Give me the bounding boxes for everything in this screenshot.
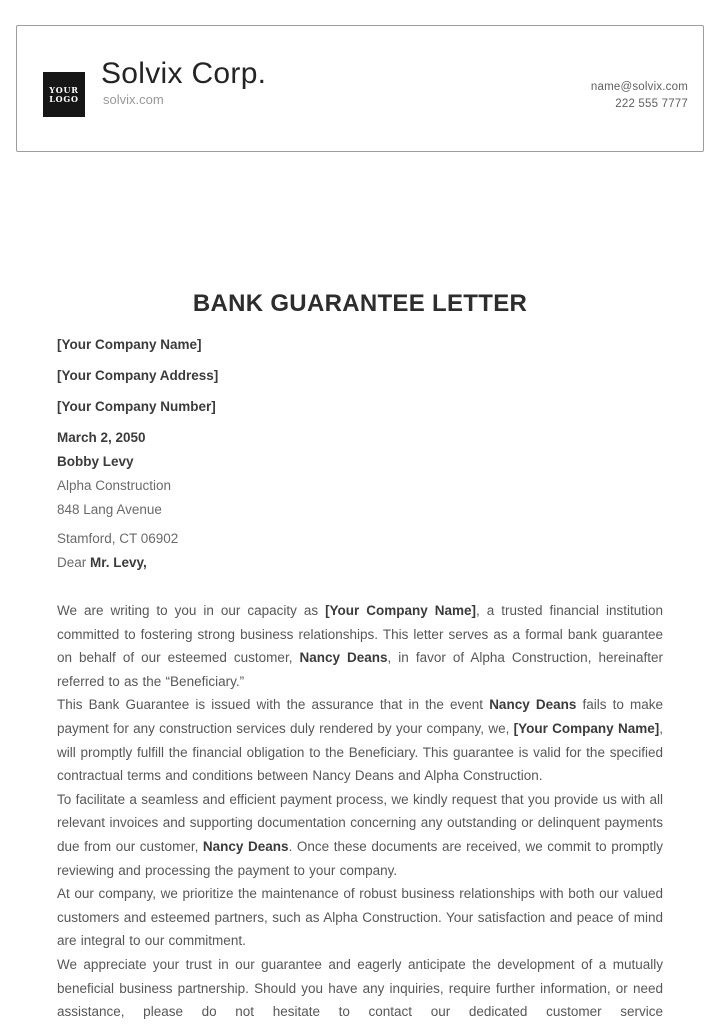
company-logo <box>43 72 85 117</box>
letter-meta-block <box>57 333 663 551</box>
letter-paragraph-4 <box>57 882 663 953</box>
company-website: solvix.com <box>103 92 164 107</box>
text-segment: [Your Company Name] <box>513 720 660 736</box>
text-segment: Nancy Deans <box>489 697 577 713</box>
meta-line: Bobby Levy <box>57 454 134 469</box>
text-segment: To facilitate a seamless and efficient payment process, we kindly request that you provide us with all relevant invoices and supporting documentation concerning any outstanding or delinquent payments due from our customer, <box>57 791 663 854</box>
letter-body <box>57 599 663 1024</box>
text-segment: , will promptly fulfill the financial obligation to the Beneficiary. This guarantee is valid for the specified contractual terms and conditions between Nancy Deans and Alpha Construction. <box>57 720 663 784</box>
brand-block <box>101 57 266 107</box>
meta-line: [Your Company Name] <box>57 337 202 352</box>
meta-line: [Your Company Address] <box>57 368 219 383</box>
text-segment: This Bank Guarantee is issued with the assurance that in the event <box>57 697 490 713</box>
text-segment: We appreciate your trust in our guarantee and eagerly anticipate the development of a mutually beneficial business partnership. Should you have any inquiries, require further information, or need assistance, please do not hesitate to contact our dedicated customer service <box>57 956 663 1020</box>
meta-line: 848 Lang Avenue <box>57 502 162 517</box>
text-segment: Mr. Levy, <box>90 555 147 570</box>
text-segment: Nancy Deans <box>299 650 388 666</box>
letter-paragraph-3 <box>57 788 663 882</box>
text-segment: fails to make payment for any construction services duly rendered by your company, we, <box>57 697 664 736</box>
logo-text-line1: YOUR <box>49 84 79 95</box>
salutation <box>57 551 663 575</box>
text-segment: We are writing to you in our capacity as <box>57 603 326 618</box>
letter-paragraph-2 <box>57 693 663 787</box>
letter-paragraph-5 <box>57 953 663 1024</box>
logo-text-line2: LOGO <box>49 93 79 104</box>
meta-line: Stamford, CT 06902 <box>57 531 179 546</box>
meta-line: March 2, 2050 <box>57 430 146 445</box>
text-segment: , in favor of Alpha Construction, hereinafter referred to as the “Beneficiary.” <box>57 650 663 689</box>
text-segment: Dear <box>57 555 91 570</box>
meta-line: Alpha Construction <box>57 478 172 493</box>
text-segment: , a trusted financial institution committed to fostering strong business relationships. This letter serves as a formal bank guarantee on behalf of our esteemed customer, <box>57 603 663 666</box>
text-segment: At our company, we prioritize the maintenance of robust business relationships with both our valued customers and esteemed partners, such as Alpha Construction. Your satisfaction and peace of mind are integral to our commitment. <box>57 886 663 949</box>
contact-block <box>591 79 688 113</box>
letter-content <box>57 291 663 1024</box>
text-segment: . Once these documents are received, we commit to promptly reviewing and processing the payment to your company. <box>57 838 664 878</box>
meta-line: [Your Company Number] <box>57 399 216 414</box>
contact-email: name@solvix.com <box>590 81 688 93</box>
letter-title: BANK GUARANTEE LETTER <box>192 290 528 317</box>
text-segment: [Your Company Name] <box>325 603 477 618</box>
letterhead <box>16 25 704 152</box>
contact-phone: 222 555 7777 <box>615 98 688 110</box>
text-segment: Nancy Deans <box>202 838 289 854</box>
letter-paragraph-1 <box>57 599 663 693</box>
company-name: Solvix Corp. <box>101 57 267 90</box>
